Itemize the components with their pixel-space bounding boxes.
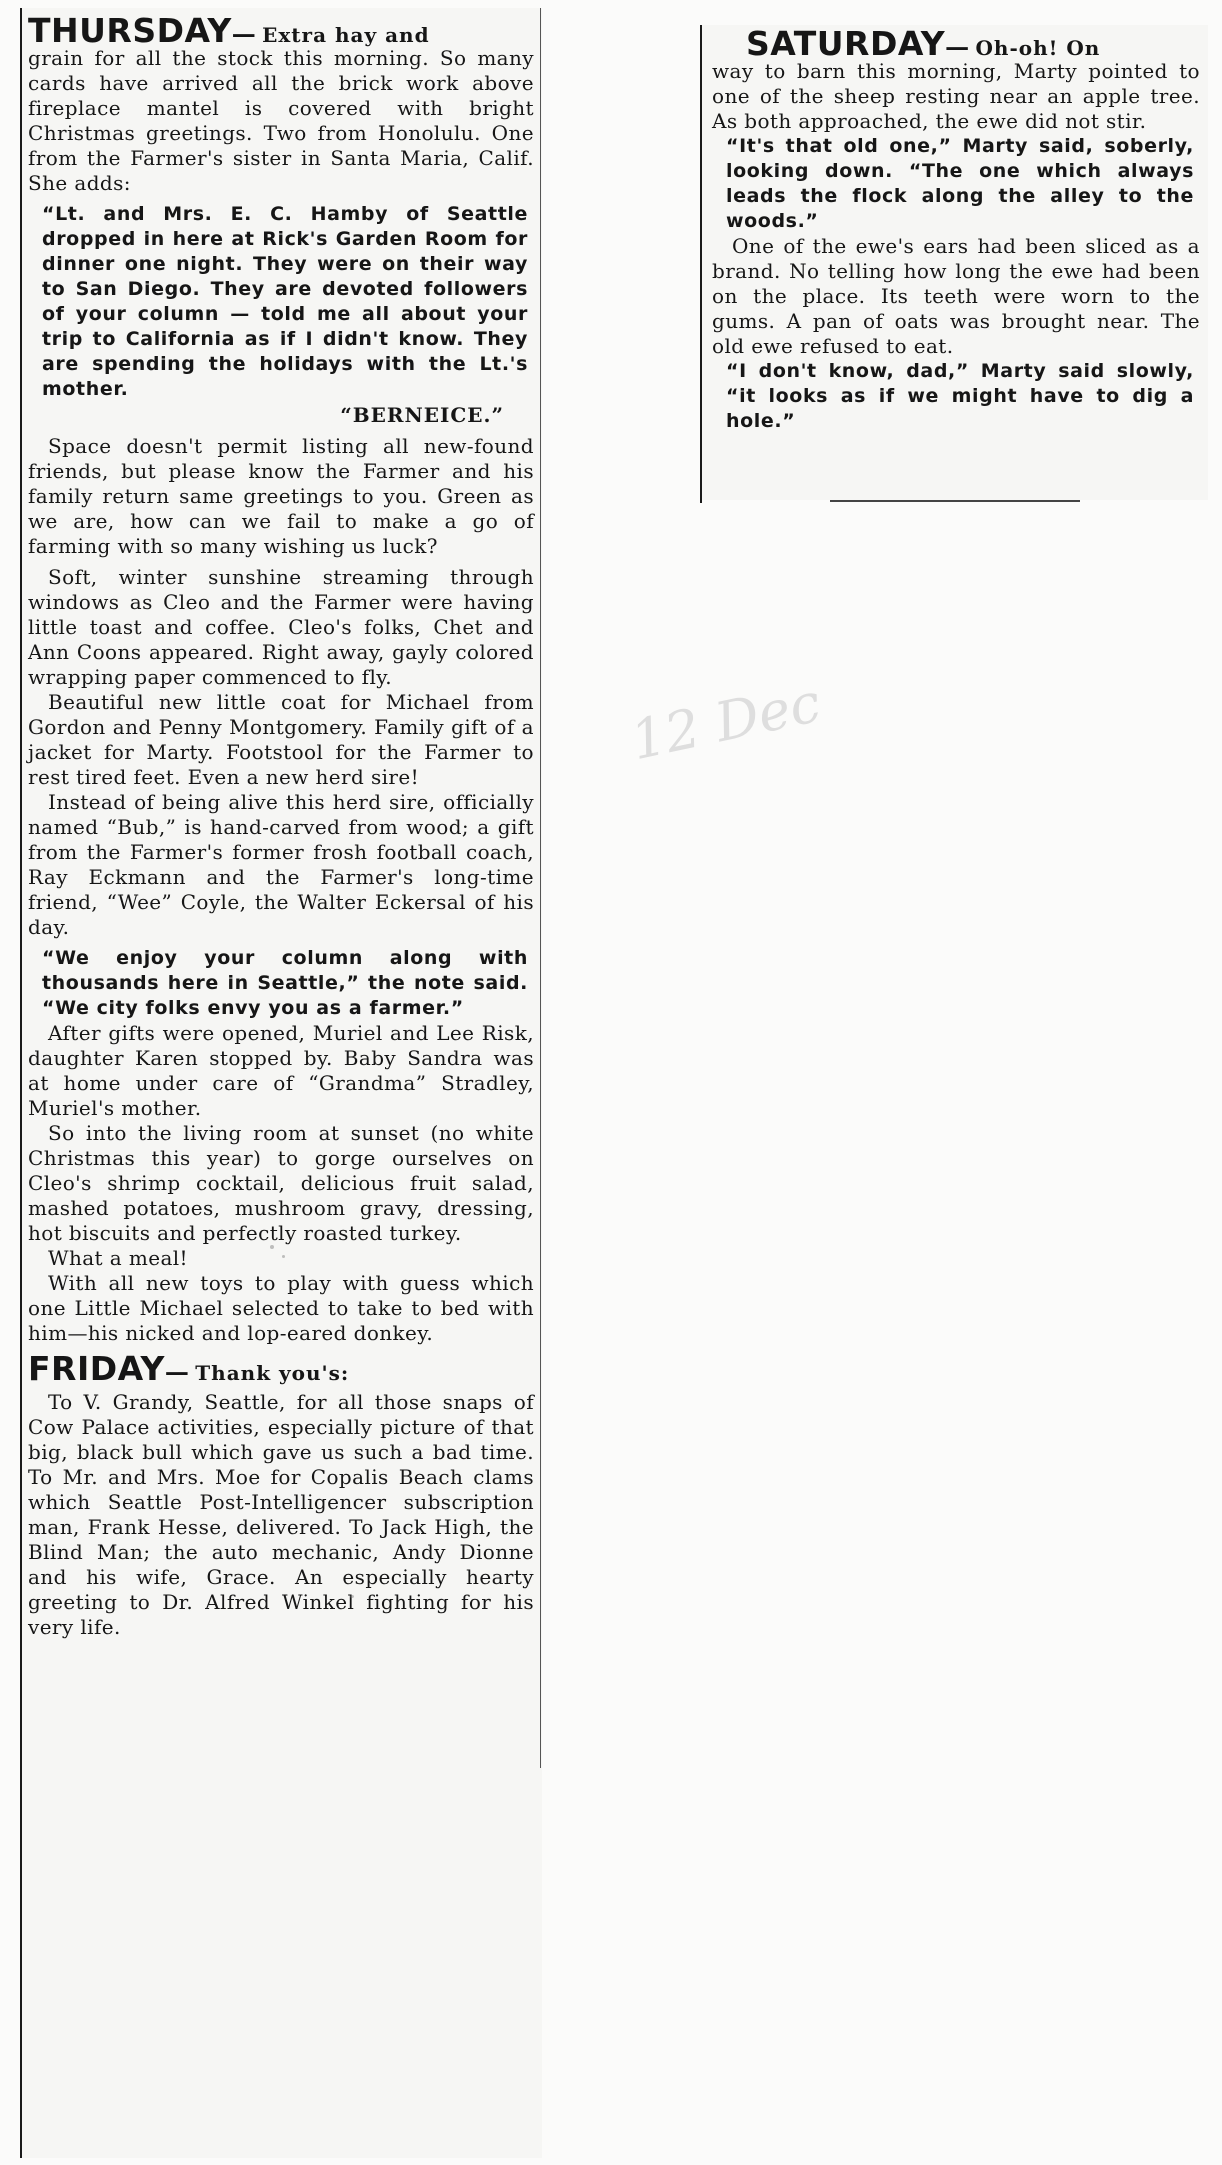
left-column-rule-outer bbox=[20, 8, 22, 2158]
thursday-paragraph: What a meal! bbox=[48, 1246, 188, 1270]
thursday-paragraph: So into the living room at sunset (no white Christmas this year) to gorge ourselves on Cleo's shrimp cocktail, delicious fruit salad, mashed potatoes, mushroom gravy, dressing, hot biscuits and perfectly roasted turkey. bbox=[28, 1121, 534, 1245]
saturday-heading-line: SATURDAY— Oh-oh! On bbox=[746, 25, 1101, 63]
right-column-end-rule bbox=[830, 500, 1080, 502]
seattle-note-quote: “We enjoy your column along with thousands here in Seattle,” the note said. “We city folks envy you as a farmer.” bbox=[42, 947, 528, 1019]
thursday-paragraph: Soft, winter sunshine streaming through windows as Cleo and the Farmer were having little toast and coffee. Cleo's folks, Chet and Ann Coons appeared. Right away, gayly colored wrapping paper commenced to fly. bbox=[28, 565, 534, 689]
scan-speckle bbox=[270, 1245, 274, 1249]
friday-heading-line: FRIDAY— Thank you's: bbox=[28, 1349, 350, 1388]
thursday-paragraph: Instead of being alive this herd sire, officially named “Bub,” is hand-carved from wood; a gift from the Farmer's former frosh football coach, Ray Eckmann and the Farmer's long-time friend, “Wee” Coyle, the Walter Eckersal of his day. bbox=[28, 790, 534, 939]
thursday-paragraph: grain for all the stock this morning. So many cards have arrived all the brick work above fireplace mantel is covered with bright Christmas greetings. Two from Honolulu. One from the Farmer's sister in Santa Maria, Calif. She adds: bbox=[28, 46, 534, 195]
thursday-paragraph: Space doesn't permit listing all new-found friends, but please know the Farmer and his family return same greetings to you. Green as we are, how can we fail to make a go of farming with so many wishing us luck? bbox=[28, 434, 534, 558]
marty-closing-quote: “I don't know, dad,” Marty said slowly, “it looks as if we might have to dig a hole.” bbox=[726, 360, 1194, 432]
scan-speckle bbox=[160, 575, 163, 578]
thursday-paragraph: With all new toys to play with guess which one Little Michael selected to take to bed with him—his nicked and lop-eared donkey. bbox=[28, 1271, 534, 1345]
letter-signature: “BERNEICE.” bbox=[340, 403, 504, 427]
friday-lead: Thank you's: bbox=[195, 1361, 350, 1385]
friday-paragraph: To V. Grandy, Seattle, for all those snaps of Cow Palace activities, especially picture of that big, black bull which gave us such a bad time. To Mr. and Mrs. Moe for Copalis Beach clams which Seattle Post-Intelligencer subscription man, Frank Hesse, delivered. To Jack High, the Blind Man; the auto mechanic, Andy Dionne and his wife, Grace. An especially hearty greeting to Dr. Alfred Winkel fighting for his very life. bbox=[28, 1390, 534, 1639]
thursday-letter-quote: “Lt. and Mrs. E. C. Hamby of Seattle dropped in here at Rick's Garden Room for dinner one night. They were on their way to San Diego. They are devoted followers of your column — told me all about your trip to California as if I didn't know. They are spending the holidays with the Lt.'s mother. bbox=[42, 203, 528, 400]
friday-heading: FRIDAY bbox=[28, 1349, 165, 1388]
thursday-heading: THURSDAY bbox=[28, 11, 232, 50]
thursday-paragraph: Beautiful new little coat for Michael from Gordon and Penny Montgomery. Family gift of a jacket for Marty. Footstool for the Farmer to rest tired feet. Even a new herd sire! bbox=[28, 690, 534, 789]
faint-handwritten-watermark: 12 Dec bbox=[625, 670, 826, 773]
left-column-clipping bbox=[22, 8, 542, 2158]
thursday-heading-line: THURSDAY— Extra hay and bbox=[28, 11, 430, 50]
saturday-paragraph: way to barn this morning, Marty pointed to one of the sheep resting near an apple tree. As both approached, the ewe did not stir. bbox=[712, 59, 1200, 133]
saturday-paragraph: One of the ewe's ears had been sliced as a brand. No telling how long the ewe had been on the place. Its teeth were worn to the gums. A pan of oats was brought near. The old ewe refused to eat. bbox=[712, 234, 1200, 358]
marty-quote: “It's that old one,” Marty said, soberly, looking down. “The one which always leads the flock along the alley to the woods.” bbox=[726, 135, 1194, 232]
right-column-clipping bbox=[700, 25, 1208, 500]
thursday-lead: Extra hay and bbox=[262, 23, 430, 47]
thursday-paragraph: After gifts were opened, Muriel and Lee Risk, daughter Karen stopped by. Baby Sandra was at home under care of “Grandma” Stradley, Muriel's mother. bbox=[28, 1021, 534, 1120]
right-column-rule bbox=[700, 25, 702, 503]
scan-speckle bbox=[350, 1595, 354, 1598]
saturday-lead: Oh-oh! On bbox=[975, 36, 1101, 60]
scan-speckle bbox=[282, 1255, 285, 1258]
left-column-rule-inner bbox=[540, 8, 541, 1768]
saturday-heading: SATURDAY bbox=[746, 25, 946, 63]
